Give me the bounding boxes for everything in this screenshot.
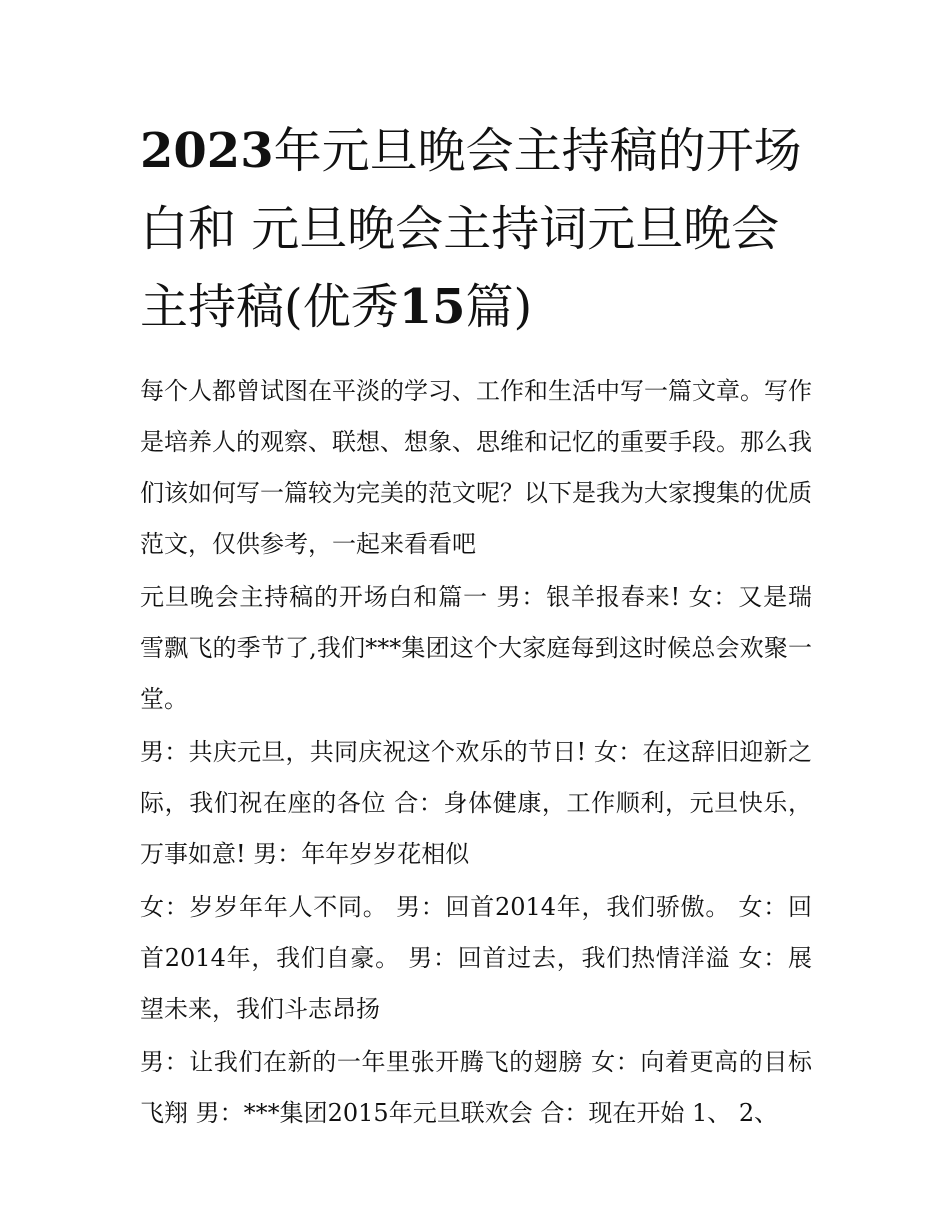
document-title [140, 112, 812, 346]
paragraph-intro: 每个人都曾试图在平淡的学习、工作和生活中写一篇文章。写作是培养人的观察、联想、想象、思维和记忆的重要手段。那么我们该如何写一篇较为完美的范文呢？以下是我为大家搜集的优质范文，仅供参考，一起来看看吧 [140, 377, 812, 558]
paragraph-2: 男：共庆元旦，共同庆祝这个欢乐的节日! 女：在这辞旧迎新之际，我们祝在座的各位 合：身体健康，工作顺利，元旦快乐，万事如意! 男：年年岁岁花相似 [140, 738, 812, 868]
paragraph-4: 男：让我们在新的一年里张开腾飞的翅膀 女：向着更高的目标飞翔 男：***集团2015年元旦联欢会 合：现在开始 1、 2、 [140, 1048, 812, 1127]
title-count: 15 [398, 279, 466, 335]
title-suffix: 篇) [465, 279, 533, 335]
title-text: 年元旦晚会主持稿的开场白和 元旦晚会主持词元旦晚会主持稿(优秀 [140, 123, 802, 335]
paragraph-1: 元旦晚会主持稿的开场白和篇一 男：银羊报春来! 女：又是瑞雪飘飞的季节了,我们***集团这个大家庭每到这时候总会欢聚一堂。 [140, 583, 812, 713]
document-body [140, 366, 812, 1139]
title-year: 2023 [140, 123, 274, 179]
paragraph-3: 女：岁岁年年人不同。 男：回首2014年，我们骄傲。 女：回首2014年，我们自豪。 男：回首过去，我们热情洋溢 女：展望未来，我们斗志昂扬 [140, 893, 812, 1023]
document-page [140, 112, 812, 1141]
